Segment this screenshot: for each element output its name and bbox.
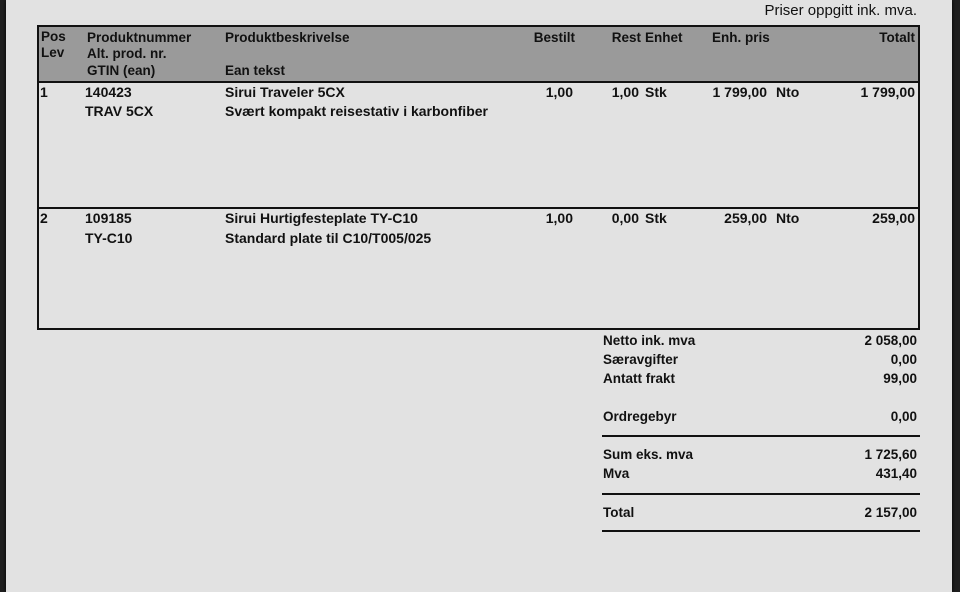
price-note: Priser oppgitt ink. mva.	[764, 2, 917, 19]
freight-value: 99,00	[883, 371, 917, 386]
row-rest: 0,00	[611, 210, 639, 226]
row-divider	[39, 207, 918, 209]
invoice-page	[6, 0, 952, 592]
row-alt-product-number: TY-C10	[85, 230, 133, 246]
fees-label: Særavgifter	[603, 352, 679, 367]
header-description: Produktbeskrivelse	[225, 30, 350, 45]
row-product-number: 109185	[85, 210, 132, 226]
row-unit: Stk	[645, 84, 667, 100]
row-description: Sirui Hurtigfesteplate TY-C10	[225, 210, 418, 226]
row-ordered: 1,00	[545, 84, 573, 100]
row-unit-price: 1 799,00	[712, 84, 767, 100]
row-pos: 2	[40, 210, 48, 226]
vat-label: Mva	[603, 466, 630, 481]
header-total: Totalt	[879, 30, 915, 45]
row-unit-price: 259,00	[724, 210, 767, 226]
row-pos: 1	[40, 84, 48, 100]
sum-ex-vat-value: 1 725,60	[864, 447, 917, 462]
row-ordered: 1,00	[545, 210, 573, 226]
row-price-type: Nto	[776, 210, 800, 226]
freight-label: Antatt frakt	[603, 371, 676, 386]
row-total: 259,00	[872, 210, 915, 226]
row-rest: 1,00	[611, 84, 639, 100]
total-value: 2 157,00	[864, 505, 917, 520]
fees-value: 0,00	[890, 352, 917, 367]
row-price-type: Nto	[776, 84, 800, 100]
order-fee-value: 0,00	[890, 409, 917, 424]
header-ordered: Bestilt	[533, 30, 575, 45]
header-rest: Rest	[611, 30, 641, 45]
row-product-number: 140423	[85, 84, 132, 100]
summary-divider	[602, 435, 920, 437]
row-unit: Stk	[645, 210, 667, 226]
table-header	[39, 27, 918, 83]
header-gtin: GTIN (ean)	[87, 63, 156, 78]
header-product-number: Produktnummer	[87, 30, 192, 45]
net-label: Netto ink. mva	[603, 333, 696, 348]
header-unit-price: Enh. pris	[712, 30, 770, 45]
row-total: 1 799,00	[860, 84, 915, 100]
header-alt-product-number: Alt. prod. nr.	[87, 46, 167, 61]
row-ean-text: Svært kompakt reisestativ i karbonfiber	[225, 103, 488, 119]
net-value: 2 058,00	[864, 333, 917, 348]
row-ean-text: Standard plate til C10/T005/025	[225, 230, 432, 246]
header-pos: Pos	[41, 29, 66, 44]
order-lines-table	[37, 25, 920, 330]
row-alt-product-number: TRAV 5CX	[85, 103, 154, 119]
header-lev: Lev	[41, 45, 65, 60]
total-label: Total	[603, 505, 635, 520]
header-ean-text: Ean tekst	[225, 63, 286, 78]
row-description: Sirui Traveler 5CX	[225, 84, 345, 100]
summary-divider	[602, 530, 920, 532]
vat-value: 431,40	[875, 466, 917, 481]
header-unit: Enhet	[645, 30, 683, 45]
sum-ex-vat-label: Sum eks. mva	[603, 447, 694, 462]
order-fee-label: Ordregebyr	[603, 409, 677, 424]
summary-divider	[602, 493, 920, 495]
